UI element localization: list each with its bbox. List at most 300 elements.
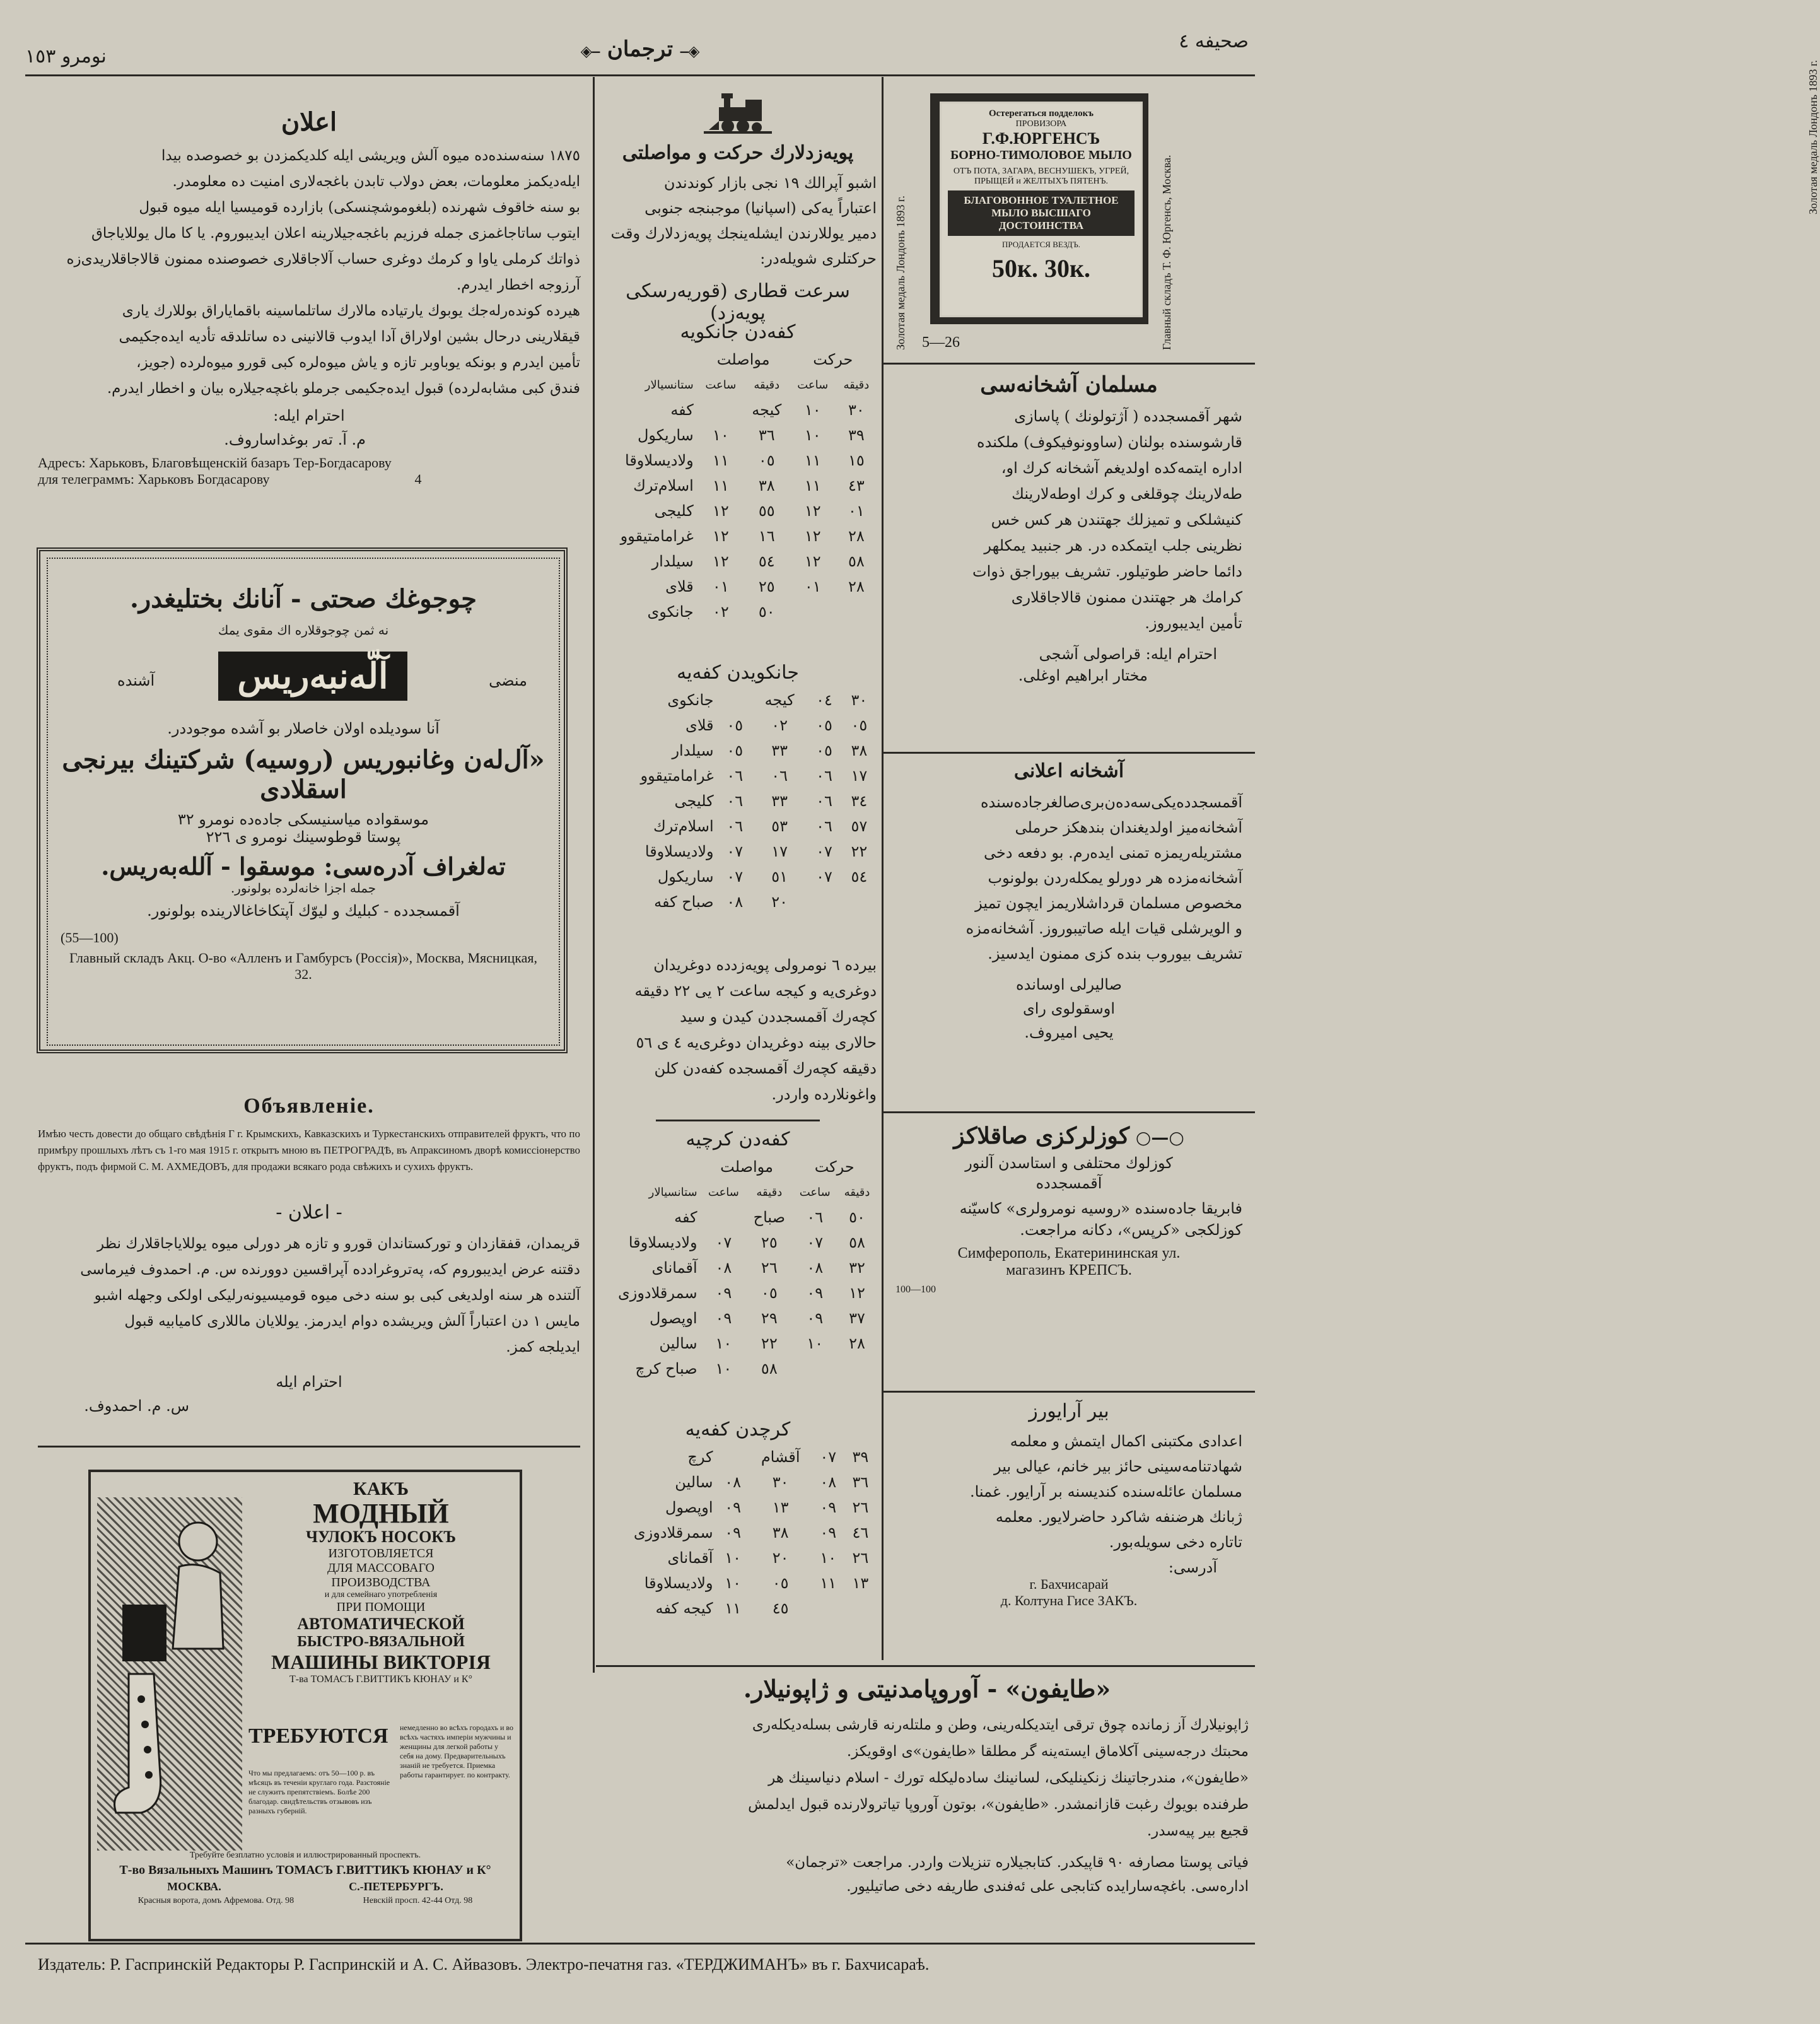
schedule-cell: کرچ xyxy=(687,1448,713,1466)
schedule-cell: ٠٥ xyxy=(851,717,868,734)
schedule-cell: ١٧ xyxy=(771,843,788,860)
restaurant2-line: مشتریله‌ریمزه تمنی ایده‌رم. بو دفعه دخی xyxy=(984,844,1242,862)
schedule-subhead: ساعت xyxy=(705,378,737,392)
schedule-cell: ٣٦ xyxy=(852,1473,869,1491)
schedule-table xyxy=(599,687,877,915)
schedule-cell: ٠٨ xyxy=(820,1473,837,1491)
schedule-cell: ٠٥ xyxy=(726,742,744,759)
schedule-row xyxy=(599,889,877,915)
schedule-cell: ١١ xyxy=(712,477,729,494)
schedule-cell: ٠٥ xyxy=(726,717,744,734)
allenburys-line-a: آنا سودیلده اولان خاصلار بو آشده موجوددر. xyxy=(167,720,440,737)
schedule-cell: اسلام‌ترك xyxy=(633,477,694,494)
schedule-cell: ٠٦ xyxy=(816,767,832,785)
schedule-cell: کیجه کفه xyxy=(655,1600,713,1617)
schedule-cell xyxy=(717,1444,749,1470)
schedule-cell: ٠٦ xyxy=(726,767,744,785)
teacher-line: تاتاره دخی سویله‌بور. xyxy=(1109,1533,1242,1551)
teacher-body xyxy=(895,1429,1242,1555)
allenburys-company2: اسقلادی xyxy=(260,775,347,804)
schedule-head: حرکت xyxy=(814,1158,855,1176)
restaurant-line: قارشوسنده بولنان (ساوونوفیکوف) ملکنده xyxy=(977,433,1242,451)
elan1-line: بو سنه خاقوف شهرنده (بلغوموشچنسکی) بازارده قومیسیا ایله میوه قبول xyxy=(139,199,580,216)
train-note-line: واغونلارده واردر. xyxy=(771,1085,877,1103)
restaurant-line: دائما حاضر طوتیلور. تشریف بیوراجق ذوات xyxy=(972,563,1242,580)
schedule-cell: ٠٧ xyxy=(807,1234,824,1251)
glasses-city: آقمسجدده xyxy=(1035,1174,1102,1192)
stocking-l5: ДЛЯ МАССОВАГО xyxy=(327,1561,435,1575)
elan2-respect: احترام ایله xyxy=(276,1373,342,1391)
schedule-cell: ولادیسلاوقا xyxy=(628,1234,697,1251)
schedule-cell: ١١ xyxy=(725,1600,742,1617)
glasses-title: ○—○ کوزلرکزی صاقلاکز xyxy=(954,1123,1184,1149)
schedule-cell: ولادیسلاوقا xyxy=(645,843,714,860)
stocking-l6: ПРОИЗВОДСТВА xyxy=(331,1576,431,1589)
schedule-cell: غرامامتیقوو xyxy=(640,767,714,785)
schedule-cell: ٠٧ xyxy=(715,1234,732,1251)
glasses-subtitle: کوزلوك محتلفی و استاسدن آلنور xyxy=(965,1154,1173,1172)
schedule-cell: ١٠ xyxy=(715,1360,732,1378)
schedule-cell: ١١ xyxy=(820,1574,837,1592)
train-title: پویه‌زدلارك حرکت و مواصلتی xyxy=(622,142,854,164)
restaurant2-line: مخصوص مسلمان قرداشلاریمز ایچون تمیز xyxy=(975,894,1242,912)
schedule-cell: ١٧ xyxy=(851,767,868,785)
schedule-title: کفه‌دن کرچیه xyxy=(685,1128,790,1150)
elan1-body xyxy=(38,143,580,402)
schedule-cell: ٣٨ xyxy=(758,477,775,494)
schedule-head: مواصلت xyxy=(720,1158,773,1176)
tayfun-line: طرفنده بویوك رغبت قازانمشدر. «طایفون»، بوتون آوروپا تیاترولارنده قبول ایدلمش xyxy=(748,1796,1249,1813)
schedule-cell xyxy=(807,889,841,915)
tayfun-price: فیاتی پوستا مصارفه ٩٠ قاپیکدر. کتابجیلاره تنزیلات واردر. مراجعت «ترجمان» xyxy=(786,1854,1249,1871)
schedule-subhead: دقیقه xyxy=(843,378,870,392)
glasses-ru2: магазинъ КРЕПСЪ. xyxy=(1006,1262,1132,1278)
schedule-cell: ٢٨ xyxy=(848,578,865,595)
schedule-cell: ٣٩ xyxy=(848,426,865,444)
schedule-cell: ٠٥ xyxy=(816,742,832,759)
schedule-cell: ١١ xyxy=(804,477,821,494)
restaurant-line: طه‌لارینك چوقلغی و کرك اوطه‌لارینك xyxy=(1012,485,1242,503)
schedule-cell: ١٥ xyxy=(848,452,865,469)
schedule-cell: ولادیسلاوقا xyxy=(625,452,694,469)
schedule-cell xyxy=(842,889,877,915)
schedule-cell: ٠٦ xyxy=(816,792,832,810)
elan1-line: ایله‌دیکمز معلومات، بعض دولاب تابدن باغجه‌لاری امنیت ده معلومدر. xyxy=(172,173,580,190)
train-note-line: حالاری بینه دوغریدان دوغری‌یه ٤ ی ٥٦ xyxy=(636,1034,877,1051)
schedule-cell: صباح xyxy=(753,1208,786,1226)
elan2-line: مایس ١ دن اعتباراً آلش ویریشده دوام ایدرمز. یوللایان ماللاری کامیابیه قبول xyxy=(124,1313,580,1330)
schedule-head: مواصلت xyxy=(716,351,770,368)
announcement xyxy=(38,1094,580,1175)
elan1 xyxy=(38,107,580,488)
schedule-cell: آقمانای xyxy=(651,1259,697,1277)
schedule-cell: ١٢ xyxy=(712,502,729,520)
schedule-cell: ٠٩ xyxy=(820,1524,837,1541)
schedule-cell: ١٠ xyxy=(725,1574,742,1592)
stocking-l11: МАШИНЫ ВИКТОРІЯ xyxy=(271,1651,491,1673)
schedule-row xyxy=(599,1571,877,1596)
allenburys-code: (55—100) xyxy=(61,930,119,945)
schedule-cell: سیلدار xyxy=(672,742,714,759)
schedule-cell: ٢٢ xyxy=(851,843,868,860)
schedule-cell: ساریکول xyxy=(657,868,714,886)
schedule-cell: ٣٨ xyxy=(772,1524,789,1541)
elan1-line: هیرده کوندەرلەجك یوبوك یارتیادە مالارك ساتلماسینه باقمایاراق بوللارك یاری xyxy=(122,303,580,319)
schedule-cell xyxy=(701,1205,747,1230)
soap-side-left: Золотая медаль Лондонъ 1893 г. xyxy=(1807,60,1819,214)
restaurant2-signer-line: اوسقولوی رای xyxy=(1022,1000,1116,1017)
teacher-line: مسلمان عائله‌سنده کندیسنه بر آرایور. غمنا. xyxy=(969,1483,1242,1500)
schedule-cell: ٠٨ xyxy=(715,1259,732,1277)
stocking-l19: С.-ПЕТЕРБУРГЪ. xyxy=(349,1880,443,1893)
schedule-subhead: دقیقه xyxy=(754,378,780,392)
allenburys-sub: نه ثمن چوجوقلاره اك مقوی یمك xyxy=(218,623,389,638)
tayfun-line: ژاپونیلارك آز زمانده چوق ترقی ایتدیکله‌رینی، وطن و ملتلەرنه قارشی بسله‌دیکله‌ری xyxy=(752,1717,1249,1733)
schedule-cell: ١٠ xyxy=(712,426,729,444)
allenburys-company: «آل‌له‌ن وغانبوریس (روسیه) شرکتینك بیرنجی xyxy=(62,745,545,775)
schedule-cell: ٠٧ xyxy=(726,843,744,860)
schedule-cell: اوپصول xyxy=(665,1499,713,1516)
teacher-line: اعدادی مکتبنی اکمال ایتمش و معلمه xyxy=(1010,1432,1242,1450)
soap-quality: БЛАГОВОННОЕ ТУАЛЕТНОЕ МЫЛО ВЫСШАГО ДОСТОИНСТВА xyxy=(948,190,1135,236)
schedule-cell: اوپصول xyxy=(650,1309,697,1327)
schedule-row xyxy=(599,1280,877,1306)
allenburys-band-row xyxy=(48,646,559,716)
schedule-cell: ٠٧ xyxy=(816,868,832,886)
restaurant-line: نظرینی جلب ایتمکده در. هر جنبید یمکلهر xyxy=(984,537,1242,554)
schedule-table xyxy=(599,1444,877,1621)
schedule-cell: صباح کفه xyxy=(654,893,714,911)
schedule-cell: ٣٩ xyxy=(852,1448,869,1466)
schedule-row xyxy=(599,687,877,713)
restaurant-body xyxy=(895,404,1242,636)
restaurant2-title: آشخانه اعلانی xyxy=(1013,760,1124,782)
train-note-line: دوغری‌یه و کیجه ساعت ٢ یی ٢٢ دقیقه xyxy=(634,982,877,1000)
schedule-row xyxy=(599,1306,877,1331)
schedule-cell: صباح کرچ xyxy=(635,1360,697,1378)
schedule-cell: ١٢ xyxy=(712,527,729,545)
schedule-row xyxy=(599,788,877,814)
schedule-cell: ٢٦ xyxy=(852,1549,869,1567)
schedule-cell: ١١ xyxy=(804,452,821,469)
stocking-l7: и для семейнаго употребленія xyxy=(324,1590,438,1600)
elan1-line: آرزو‌جه اخطار ایدرم. xyxy=(457,277,580,293)
allenburys-top: چوجوغك صحتی - آنانك بختلیغدر. xyxy=(129,584,477,614)
schedule-cell: ٣٦ xyxy=(758,426,775,444)
tayfun-title: «طایفون» - آوروپامدنیتی و ژاپونیلار. xyxy=(743,1675,1111,1703)
schedule-row xyxy=(599,738,877,763)
schedule-subhead: دقیقه xyxy=(844,1185,870,1199)
schedule-row xyxy=(599,713,877,738)
schedule-cell: ٥٤ xyxy=(851,868,868,886)
schedule-cell: ٠٧ xyxy=(726,868,744,886)
restaurant2-signer-line: صالیرلی اوسانده xyxy=(1016,976,1122,993)
allenburys-telegraph: ته‌لغراف آدرەسی: موسقوا - آلله‌به‌ریس. xyxy=(101,852,506,880)
schedule-kefe-kerch xyxy=(599,1126,877,1381)
restaurant-line: تأمین ایدیبوروز. xyxy=(1145,614,1242,632)
schedule-cell: ٣٣ xyxy=(771,742,788,759)
schedule-row xyxy=(599,814,877,839)
allenburys-addr2: پوستا قوطوسینك نومرو ی ٢٢٦ xyxy=(206,828,401,846)
schedule-subhead: ستانسیالار xyxy=(645,378,694,392)
tayfun-ad xyxy=(605,1675,1249,1895)
allenburys-band-text: آلّه‌نبه‌ریس xyxy=(218,652,407,701)
elan1-line: ١٨٧٥ سنه‌سنده‌ده میوه آلش ویریشی ایله کلدیکمزدن بو خصوصده بیدا xyxy=(161,148,580,164)
soap-brand: Г.Ф.ЮРГЕНСЪ xyxy=(982,129,1100,148)
schedule-row xyxy=(599,448,877,473)
schedule-cell: ٠٤ xyxy=(816,691,832,709)
allenburys-addr1: موسقواده میاسنیسکی جاده‌ده نومرو ٣٢ xyxy=(177,810,429,828)
elan2-line: آلتنده هر سنه اولدیغی کبی بو سنه دخی میوه قومیسیونه‌رلیکی اولکی وجهله اشبو xyxy=(94,1287,580,1304)
restaurant-title: مسلمان آشخانه‌سی xyxy=(980,372,1158,397)
schedule-cell: ٠٦ xyxy=(726,792,744,810)
train-section xyxy=(599,142,877,324)
tayfun-address: ادارەسی. باغچەسارایده کتابجی علی ئەفندی طاریفه دخی صاتیلیور. xyxy=(846,1878,1249,1895)
schedule-row xyxy=(599,1356,877,1381)
schedule-cell: ٣٧ xyxy=(849,1309,865,1327)
elan1-telegram xyxy=(38,471,580,488)
restaurant2-signer-line: یحیی امیروف. xyxy=(1024,1024,1114,1041)
train-intro-line: اشبو آپرالك ١٩ نجی بازار کوندندن xyxy=(663,174,877,192)
schedule-row xyxy=(599,423,877,448)
schedule-cell: ١٠ xyxy=(804,401,821,419)
soap-uses: ОТЪ ПОТА, ЗАГАРА, ВЕСНУШЕКЪ, УГРЕЙ, ПРЫЩЕЙ и ЖЕЛТЫХЪ ПЯТЕНЪ. xyxy=(953,167,1129,186)
soap-provisor: ПРОВИЗОРА xyxy=(1015,119,1067,129)
restaurant-line: کنیشلکی و تمیزلك جهتندن هر کس خس xyxy=(991,511,1242,529)
stocking-l21: Невскій просп. 42-44 Отд. 98 xyxy=(363,1896,473,1905)
allenburys-label-left: آشنده xyxy=(117,672,155,689)
issue-number: نومرو ١٥٣ xyxy=(25,45,107,67)
stocking-figure-icon xyxy=(103,1510,230,1838)
schedule-row xyxy=(599,574,877,599)
schedule-row xyxy=(599,1444,877,1470)
stocking-l2: МОДНЫЙ xyxy=(313,1498,449,1529)
train-note xyxy=(599,952,877,1108)
schedule-cell: ٢٥ xyxy=(758,578,775,595)
schedule-row xyxy=(599,473,877,498)
schedule-cell xyxy=(697,397,744,423)
soap-price: 50к. 30к. xyxy=(991,254,1091,283)
elan2-line: ایدیلجه کمز. xyxy=(506,1339,580,1355)
schedule-title: کفه‌دن جانکویه xyxy=(680,321,796,343)
stocking-l3: ЧУЛОКЪ НОСОКЪ xyxy=(305,1528,457,1546)
teacher-address-label: آدرسی: xyxy=(1168,1559,1217,1576)
stocking-l12: Т-ва ТОМАСЪ Г.ВИТТИКЪ КЮНАУ и К° xyxy=(289,1674,472,1685)
schedule-cell: ١٠ xyxy=(804,426,821,444)
schedule-cell: کیجه xyxy=(764,691,795,709)
locomotive-icon xyxy=(700,88,776,139)
schedule-cell: جانکوی xyxy=(647,603,694,621)
schedule-cell: ١٢ xyxy=(712,553,729,570)
schedule-cell: ٠١ xyxy=(804,578,821,595)
schedule-cell: قلای xyxy=(685,717,714,734)
schedule-row xyxy=(599,498,877,524)
stocking-l14: немедленно во всѣхъ городахъ и во всѣхъ частяхъ имперіи мужчины и женщины для легкой работы у себя на дому. Предварительныхъ знаній не требуется. Приемка работы гарантирует. по контракту. xyxy=(400,1723,514,1779)
schedule-cell: سمرقلادوزی xyxy=(633,1524,713,1541)
schedule-cell: ٥٥ xyxy=(758,502,775,520)
schedule-cell xyxy=(792,1356,837,1381)
elan1-address: Адресъ: Харьковъ, Благовѣщенскій базаръ Тер-Богдасарову xyxy=(38,455,392,471)
schedule-cell: ٢٨ xyxy=(848,527,865,545)
schedule-row xyxy=(599,549,877,574)
train-note-line: بیرده ٦ نومرولی پویه‌زدده دوغریدان xyxy=(653,956,877,974)
elan2-line: دقتنه عرض ایدیبوروم که، پەتروغرادده آپراقسین دوورنده س. م. احمدوف فیرماسی xyxy=(80,1261,580,1278)
schedule-cell: ١٣ xyxy=(772,1499,789,1516)
schedule-cell: ٥٠ xyxy=(758,603,775,621)
schedule-cell: ٢٩ xyxy=(761,1309,778,1327)
allenburys-line-b: آقمسجدده - کبلیك و لیوّك آپتکاخاغالارینده بولونور. xyxy=(147,902,460,920)
schedule-cell: ٠٨ xyxy=(726,893,744,911)
soap-sold: ПРОДАЕТСЯ ВЕЗДЪ. xyxy=(1001,240,1081,249)
elan2 xyxy=(38,1202,580,1415)
elan1-num: 4 xyxy=(414,471,422,487)
schedule-cell: ٥٠ xyxy=(849,1208,865,1226)
schedule-cell: کیجه xyxy=(752,401,782,419)
glasses-code: 100—100 xyxy=(895,1284,936,1295)
restaurant2-line: آشخانه‌مزده هر دورلو یمکله‌ردن بولونوب xyxy=(988,869,1242,887)
schedule-cell xyxy=(836,599,877,624)
stocking-l9: АВТОМАТИЧЕСКОЙ xyxy=(297,1615,465,1633)
schedule-cell: ١٠ xyxy=(807,1335,824,1352)
restaurant2-signers xyxy=(895,973,1242,1044)
schedule-cell: ٣٠ xyxy=(851,691,868,709)
schedule-cell: ٠٦ xyxy=(771,767,788,785)
train-intro xyxy=(599,170,877,271)
schedule-cell: ١٢ xyxy=(804,527,821,545)
paper-name: ◈⎯ ترجمان ⎯◈ xyxy=(580,37,700,62)
teacher-title: بیر آرایورز xyxy=(1029,1400,1109,1422)
restaurant2-line: تشریف بیوروب بنده کزی ممنون ایدسیز. xyxy=(988,945,1242,962)
schedule-row xyxy=(599,763,877,788)
teacher-ru-addr1: г. Бахчисарай xyxy=(1029,1576,1109,1592)
soap-product: БОРНО-ТИМОЛОВОЕ МЫЛО xyxy=(950,148,1132,162)
stocking-l4: ИЗГОТОВЛЯЕТСЯ xyxy=(328,1547,434,1560)
elan2-title: - اعلان - xyxy=(276,1202,342,1224)
glasses-ru1: Симферополь, Екатерининская ул. xyxy=(957,1245,1181,1261)
schedule-cell: سالین xyxy=(659,1335,697,1352)
schedule-cell: ٠٢ xyxy=(712,603,729,621)
restaurant-signature: مختار ابراهیم اوغلی. xyxy=(1018,667,1148,684)
schedule-row xyxy=(599,1230,877,1255)
schedule-cell xyxy=(790,599,836,624)
schedule-cell: ٠٨ xyxy=(725,1473,742,1491)
restaurant-line: اداره ایتمه‌کده اولدیغم آشخانه کرك او، xyxy=(1001,459,1242,477)
schedule-head: حرکت xyxy=(813,351,853,368)
tayfun-line: قجیع بیر پیه‌سدر. xyxy=(1146,1823,1249,1839)
schedule-head xyxy=(599,347,697,372)
schedule-cell: ٠٨ xyxy=(807,1259,824,1277)
restaurant2-line: آشخانه‌میز اولدیغندان بندهکز حرملی xyxy=(1015,819,1242,836)
stocking-l18: МОСКВА. xyxy=(167,1880,221,1893)
elan1-title: اعلان xyxy=(281,107,337,137)
schedule-subhead: ساعت xyxy=(708,1185,739,1199)
schedule-row xyxy=(599,599,877,624)
restaurant2-line: آقمسجدده‌یکی‌سه‌ده‌ن‌بری‌صالغرجاده‌سنده xyxy=(980,793,1242,811)
stocking-l1: КАКЪ xyxy=(353,1478,409,1499)
schedule-cell: ٠٩ xyxy=(807,1309,824,1327)
schedule-cell: ٢٥ xyxy=(761,1234,778,1251)
schedule-row xyxy=(599,1596,877,1621)
soap-depot-text: Главный складъ Т. Ф. Юргенсъ, Москва. xyxy=(1160,155,1173,350)
train-intro-line: حرکتلری شویله‌در: xyxy=(760,250,877,267)
schedule-cell: ٢٨ xyxy=(849,1335,865,1352)
schedule-cell: ٠٩ xyxy=(715,1284,732,1302)
page-label: صحیفه ٤ xyxy=(1179,30,1249,52)
schedule-cell: جانکوی xyxy=(667,691,714,709)
schedule-cell: ٠٥ xyxy=(772,1574,789,1592)
allenburys-ad xyxy=(37,547,568,1053)
schedule-cell: سمرقلادوزی xyxy=(617,1284,697,1302)
elan2-name: س. م. احمدوف. xyxy=(84,1397,189,1415)
restaurant-line: کرامك هر جهتندن ممنون قالاجاقلاری xyxy=(1011,588,1242,606)
announcement-title: Объявленіе. xyxy=(243,1094,375,1118)
schedule-row xyxy=(599,1520,877,1545)
schedule-cell: ٢٠ xyxy=(772,1549,789,1567)
train-intro-line: دمیر یوللارندن ایشله‌ینجك پویه‌زدلارك وقت xyxy=(610,225,877,242)
schedule-cell: ٥٤ xyxy=(758,553,775,570)
schedule-cell: ٥٣ xyxy=(771,817,788,835)
schedule-cell: ١٢ xyxy=(849,1284,865,1302)
schedule-jankoy-kefe xyxy=(599,659,877,915)
schedule-subhead: دقیقه xyxy=(756,1185,783,1199)
schedule-cell: ٤٦ xyxy=(852,1524,869,1541)
schedule-cell: ١٢ xyxy=(804,502,821,520)
schedule-cell: ٢٦ xyxy=(852,1499,869,1516)
schedule-row xyxy=(599,524,877,549)
schedule-cell: آقشام xyxy=(761,1448,800,1466)
schedule-cell: ٣٠ xyxy=(772,1473,789,1491)
schedule-kefe-jankoy xyxy=(599,319,877,624)
schedule-title: کرچدن کفه‌یه xyxy=(685,1419,791,1441)
elan1-line: ذواتك کرملی یاوا و کرمك دوغری حساب آلاجاقلاری خصوصنده ممنون قالاجاقلاریدی‌زه xyxy=(66,251,580,267)
schedule-cell: سالین xyxy=(675,1473,713,1491)
schedule-cell: سیلدار xyxy=(651,553,694,570)
schedule-cell: ١٠ xyxy=(715,1335,732,1352)
schedule-cell xyxy=(844,1596,877,1621)
schedule-row xyxy=(599,1255,877,1280)
schedule-row xyxy=(599,1205,877,1230)
schedule-cell: اسلام‌ترك xyxy=(653,817,714,835)
schedule-cell: ٠٧ xyxy=(820,1448,837,1466)
soap-code: 5—26 xyxy=(922,334,960,351)
schedule-cell: ٥٨ xyxy=(761,1360,778,1378)
schedule-cell: ٠٥ xyxy=(816,717,832,734)
allenburys-small: جمله اجزا خانه‌لرده بولونور. xyxy=(230,880,376,896)
schedule-cell: ٠٩ xyxy=(807,1284,824,1302)
schedule-row xyxy=(599,1545,877,1571)
schedule-cell: ٤٥ xyxy=(772,1600,789,1617)
schedule-cell: ١٠ xyxy=(820,1549,837,1567)
restaurant-respect: احترام ایله: قراصولی آشجی xyxy=(1039,645,1217,663)
schedule-cell: ٠٩ xyxy=(715,1309,732,1327)
schedule-cell: آقمانای xyxy=(667,1549,713,1567)
schedule-cell: ٠٥ xyxy=(758,452,775,469)
elan2-body xyxy=(38,1231,580,1360)
schedule-table xyxy=(599,1154,877,1381)
express-title: سرعت قطاری (قوریه‌رسکی پویه‌زد) xyxy=(626,280,850,324)
footer: Издатель: Р. Гаспринскій Редакторы Р. Гаспринскій и А. С. Айвазовъ. Электро-печатня газ. «ТЕРДЖИМАНЪ» въ г. Бахчисараѣ. xyxy=(38,1955,930,1974)
schedule-row xyxy=(599,1331,877,1356)
schedule-cell: ٥١ xyxy=(771,868,788,886)
schedule-cell xyxy=(718,687,752,713)
schedule-kerch-kefe xyxy=(599,1416,877,1621)
schedule-row xyxy=(599,864,877,889)
schedule-cell: ٠٩ xyxy=(725,1499,742,1516)
schedule-subhead: ساعت xyxy=(797,378,829,392)
schedule-cell xyxy=(837,1356,877,1381)
schedule-subhead: ساعت xyxy=(799,1185,831,1199)
schedule-cell: ٢٦ xyxy=(761,1259,778,1277)
